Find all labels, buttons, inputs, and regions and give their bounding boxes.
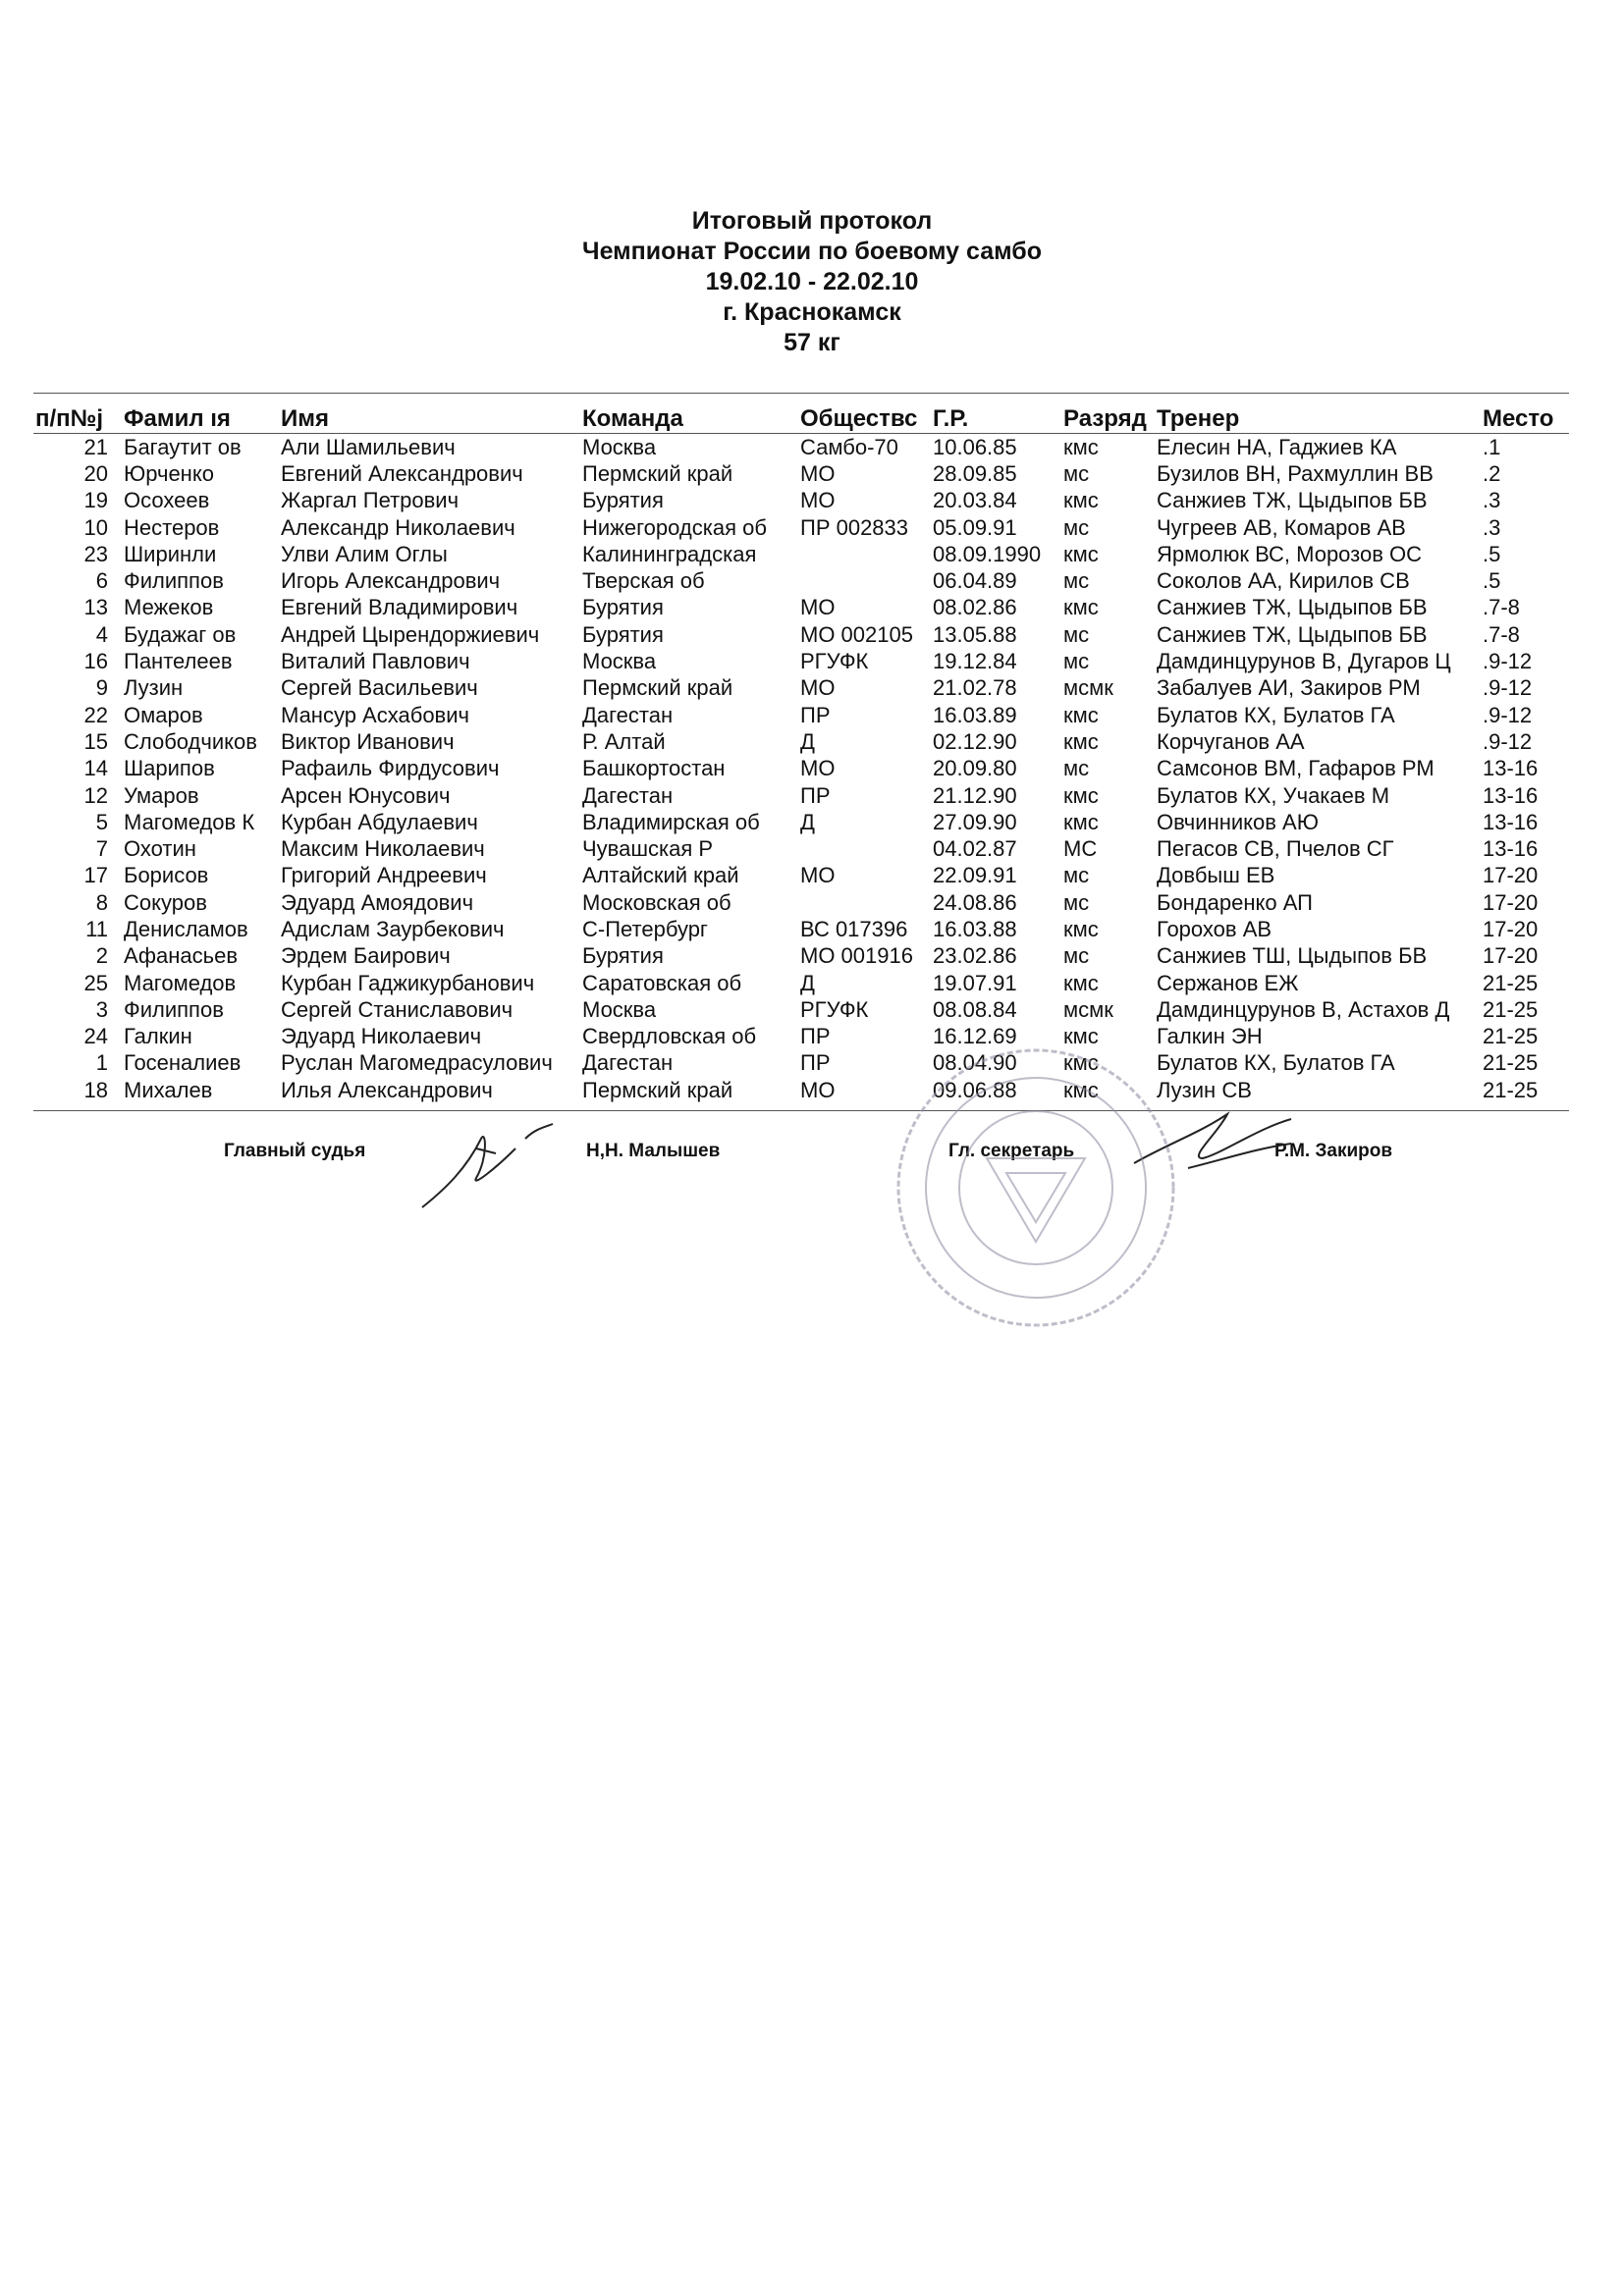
- row-name: Жаргал Петрович: [281, 488, 460, 513]
- row-name: Курбан Гаджикурбанович: [281, 970, 535, 995]
- row-coach: Санжиев ТЖ, Цыдыпов БВ: [1157, 595, 1428, 620]
- row-society: ПР 002833: [800, 514, 909, 540]
- row-place: 13-16: [1483, 782, 1539, 808]
- row-coach: Забалуев АИ, Закиров РМ: [1157, 675, 1421, 701]
- row-society: ПР: [800, 1024, 831, 1049]
- table-row: [33, 434, 1569, 461]
- row-society: Д: [800, 728, 815, 754]
- chief-secretary-label: Гл. секретарь: [948, 1141, 1075, 1161]
- row-society: Д: [800, 809, 815, 834]
- table-row: [33, 1077, 1569, 1103]
- table-row: [33, 541, 1569, 567]
- row-birth: 05.09.91: [933, 514, 1017, 540]
- row-birth: 20.03.84: [933, 488, 1017, 513]
- row-surname: Денисламов: [124, 916, 248, 941]
- row-team: Дагестан: [582, 702, 674, 727]
- row-place: 17-20: [1483, 943, 1539, 969]
- table-row: [33, 648, 1569, 674]
- table-row: [33, 782, 1569, 809]
- row-rank: мс: [1063, 649, 1090, 674]
- row-rank: кмс: [1063, 970, 1099, 995]
- row-surname: Нестеров: [124, 514, 220, 540]
- row-coach: Булатов КХ, Учакаев М: [1157, 782, 1390, 808]
- row-team: Москва: [582, 996, 657, 1022]
- judge-signature: [417, 1109, 555, 1217]
- row-society: МО: [800, 460, 836, 486]
- row-num: 2: [95, 943, 108, 969]
- row-rank: мс: [1063, 621, 1090, 647]
- row-society: МО: [800, 595, 836, 620]
- row-name: Григорий Андреевич: [281, 863, 487, 888]
- row-name: Эрдем Баирович: [281, 943, 451, 969]
- row-birth: 02.12.90: [933, 728, 1017, 754]
- row-birth: 27.09.90: [933, 809, 1017, 834]
- row-rank: мс: [1063, 863, 1090, 888]
- row-name: Улви Алим Оглы: [281, 541, 448, 566]
- row-birth: 28.09.85: [933, 460, 1017, 486]
- row-coach: Дамдинцурунов В, Дугаров Ц: [1157, 649, 1451, 674]
- row-name: Эдуард Амоядович: [281, 889, 474, 915]
- row-num: 4: [95, 621, 108, 647]
- table-row: [33, 809, 1569, 835]
- row-coach: Горохов АВ: [1157, 916, 1272, 941]
- row-society: [798, 567, 931, 594]
- row-name: Мансур Асхабович: [281, 702, 469, 727]
- table-row: [33, 460, 1569, 487]
- row-place: 21-25: [1483, 1024, 1539, 1049]
- row-society: МО 002105: [800, 621, 913, 647]
- row-name: Руслан Магомедрасулович: [281, 1050, 553, 1076]
- row-place: 13-16: [1483, 836, 1539, 862]
- row-place: .1: [1483, 434, 1501, 459]
- row-coach: Лузин СВ: [1157, 1077, 1252, 1102]
- row-num: 9: [95, 675, 108, 701]
- row-num: 11: [85, 916, 108, 941]
- row-place: .2: [1483, 460, 1501, 486]
- header-place: Место: [1481, 394, 1569, 434]
- row-rank: мс: [1063, 943, 1090, 969]
- row-num: 19: [83, 488, 108, 513]
- row-place: 21-25: [1483, 996, 1539, 1022]
- row-coach: Чугреев АВ, Комаров АВ: [1157, 514, 1406, 540]
- row-coach: Елесин НА, Гаджиев КА: [1157, 434, 1397, 459]
- row-name: Евгений Владимирович: [281, 595, 518, 620]
- row-coach: Довбыш ЕВ: [1157, 863, 1275, 888]
- title-line-3: 19.02.10 - 22.02.10: [705, 268, 919, 295]
- row-team: Владимирская об: [582, 809, 760, 834]
- row-place: 21-25: [1483, 1077, 1539, 1102]
- title-line-1: Итоговый протокол: [691, 207, 933, 235]
- row-name: Али Шамильевич: [281, 434, 456, 459]
- header-coach: Тренер: [1155, 394, 1481, 434]
- table-row: [33, 756, 1569, 782]
- row-team: Свердловская об: [582, 1024, 757, 1049]
- row-surname: Слободчиков: [124, 728, 257, 754]
- row-num: 5: [95, 809, 108, 834]
- row-surname: Будажаг ов: [124, 621, 237, 647]
- row-surname: Умаров: [124, 782, 199, 808]
- row-surname: Шарипов: [124, 756, 215, 781]
- row-team: Бурятия: [582, 621, 664, 647]
- row-surname: Магомедов К: [124, 809, 255, 834]
- protocol-title: [0, 206, 1624, 358]
- row-rank: мс: [1063, 889, 1090, 915]
- row-rank: кмс: [1063, 728, 1099, 754]
- table-row: [33, 595, 1569, 621]
- row-name: Илья Александрович: [281, 1077, 493, 1102]
- row-rank: мс: [1063, 756, 1090, 781]
- row-coach: Ярмолюк ВС, Морозов ОС: [1157, 541, 1423, 566]
- row-team: Чувашская Р: [582, 836, 714, 862]
- row-society: РГУФК: [800, 649, 869, 674]
- row-society: МО: [800, 863, 836, 888]
- row-surname: Охотин: [124, 836, 196, 862]
- row-team: Саратовская об: [582, 970, 742, 995]
- row-team: Алтайский край: [582, 863, 739, 888]
- row-name: Сергей Станиславович: [281, 996, 514, 1022]
- row-place: 17-20: [1483, 863, 1539, 888]
- results-table: [33, 394, 1569, 1103]
- table-row: [33, 675, 1569, 702]
- header-surname: Фамил ıя: [122, 394, 279, 434]
- row-place: .3: [1483, 488, 1501, 513]
- row-rank: кмс: [1063, 1050, 1099, 1076]
- row-name: Виталий Павлович: [281, 649, 470, 674]
- header-rank: Разряд: [1061, 394, 1155, 434]
- row-birth: 10.06.85: [933, 434, 1017, 459]
- header-birth: Г.Р.: [931, 394, 1061, 434]
- row-place: 17-20: [1483, 889, 1539, 915]
- row-surname: Лузин: [124, 675, 184, 701]
- row-num: 7: [95, 836, 108, 862]
- row-birth: 09.06.88: [933, 1077, 1017, 1102]
- row-society: МО: [800, 675, 836, 701]
- row-place: .9-12: [1483, 702, 1533, 727]
- row-society: МО 001916: [800, 943, 913, 969]
- row-name: Игорь Александрович: [281, 568, 501, 594]
- table-row: [33, 943, 1569, 970]
- row-society: Самбо-70: [800, 434, 898, 459]
- row-team: Башкортостан: [582, 756, 726, 781]
- table-row: [33, 863, 1569, 889]
- row-birth: 13.05.88: [933, 621, 1017, 647]
- row-coach: Галкин ЭН: [1157, 1024, 1263, 1049]
- row-num: 18: [83, 1077, 108, 1102]
- row-surname: Омаров: [124, 702, 203, 727]
- row-rank: кмс: [1063, 541, 1099, 566]
- row-society: ВС 017396: [800, 916, 908, 941]
- row-society: РГУФК: [800, 996, 869, 1022]
- row-name: Андрей Цырендоржиевич: [281, 621, 540, 647]
- row-coach: Сержанов ЕЖ: [1157, 970, 1299, 995]
- row-place: 17-20: [1483, 916, 1539, 941]
- row-place: .5: [1483, 541, 1501, 566]
- results-table-wrap: [33, 394, 1569, 1103]
- table-row: [33, 835, 1569, 862]
- row-team: Р. Алтай: [582, 728, 666, 754]
- row-birth: 16.03.89: [933, 702, 1017, 727]
- row-rank: кмс: [1063, 434, 1099, 459]
- row-coach: Булатов КХ, Булатов ГА: [1157, 702, 1395, 727]
- row-num: 6: [95, 568, 108, 594]
- row-society: [798, 835, 931, 862]
- row-rank: кмс: [1063, 1077, 1099, 1102]
- row-num: 16: [83, 649, 108, 674]
- chief-judge-name: Н,Н. Малышев: [586, 1141, 721, 1161]
- row-team: Дагестан: [582, 1050, 674, 1076]
- title-line-4: г. Краснокамск: [723, 298, 901, 326]
- row-rank: кмс: [1063, 916, 1099, 941]
- row-place: .9-12: [1483, 728, 1533, 754]
- row-society: ПР: [800, 782, 831, 808]
- table-row: [33, 702, 1569, 728]
- row-team: Нижегородская об: [582, 514, 767, 540]
- row-team: Дагестан: [582, 782, 674, 808]
- row-place: 21-25: [1483, 970, 1539, 995]
- title-line-5: 57 кг: [784, 329, 840, 356]
- table-row: [33, 728, 1569, 755]
- row-coach: Бузилов ВН, Рахмуллин ВВ: [1157, 460, 1434, 486]
- row-society: ПР: [800, 702, 831, 727]
- table-row: [33, 1024, 1569, 1050]
- row-birth: 06.04.89: [933, 568, 1017, 594]
- row-birth: 23.02.86: [933, 943, 1017, 969]
- row-coach: Булатов КХ, Булатов ГА: [1157, 1050, 1395, 1076]
- table-row: [33, 996, 1569, 1023]
- row-name: Курбан Абдулаевич: [281, 809, 478, 834]
- row-surname: Ширинли: [124, 541, 217, 566]
- row-society: МО: [800, 488, 836, 513]
- row-surname: Пантелеев: [124, 649, 233, 674]
- row-birth: 08.04.90: [933, 1050, 1017, 1076]
- row-birth: 21.02.78: [933, 675, 1017, 701]
- row-coach: Овчинников АЮ: [1157, 809, 1319, 834]
- row-society: Д: [800, 970, 815, 995]
- header-name: Имя: [279, 394, 580, 434]
- row-name: Виктор Иванович: [281, 728, 455, 754]
- row-name: Рафаиль Фирдусович: [281, 756, 500, 781]
- row-place: 13-16: [1483, 809, 1539, 834]
- organization-stamp-icon: [889, 1041, 1183, 1335]
- row-name: Александр Николаевич: [281, 514, 515, 540]
- row-surname: Филиппов: [124, 996, 224, 1022]
- row-rank: мс: [1063, 514, 1090, 540]
- row-birth: 16.03.88: [933, 916, 1017, 941]
- row-place: .9-12: [1483, 649, 1533, 674]
- row-rank: мс: [1063, 460, 1090, 486]
- row-birth: 19.07.91: [933, 970, 1017, 995]
- row-name: Эдуард Николаевич: [281, 1024, 482, 1049]
- row-coach: Дамдинцурунов В, Астахов Д: [1157, 996, 1450, 1022]
- row-num: 21: [83, 434, 108, 459]
- table-bottom-rule: [33, 1110, 1569, 1111]
- row-birth: 20.09.80: [933, 756, 1017, 781]
- row-coach: Соколов АА, Кирилов СВ: [1157, 568, 1410, 594]
- row-society: МО: [800, 1077, 836, 1102]
- row-rank: кмс: [1063, 809, 1099, 834]
- row-rank: кмс: [1063, 782, 1099, 808]
- row-num: 17: [83, 863, 108, 888]
- row-num: 23: [83, 541, 108, 566]
- title-line-2: Чемпионат России по боевому самбо: [582, 238, 1042, 265]
- row-team: Пермский край: [582, 675, 733, 701]
- row-name: Сергей Васильевич: [281, 675, 478, 701]
- row-birth: 16.12.69: [933, 1024, 1017, 1049]
- row-num: 8: [95, 889, 108, 915]
- row-birth: 04.02.87: [933, 836, 1017, 862]
- row-place: .3: [1483, 514, 1501, 540]
- table-row: [33, 1050, 1569, 1077]
- chief-judge-label: Главный судья: [224, 1141, 366, 1161]
- row-num: 1: [95, 1050, 108, 1076]
- row-team: Московская об: [582, 889, 731, 915]
- row-team: Бурятия: [582, 595, 664, 620]
- table-header-row: [33, 394, 1569, 434]
- row-place: .9-12: [1483, 675, 1533, 701]
- row-rank: кмс: [1063, 1024, 1099, 1049]
- table-row: [33, 514, 1569, 541]
- row-surname: Багаутит ов: [124, 434, 242, 459]
- row-num: 15: [83, 728, 108, 754]
- table-row: [33, 488, 1569, 514]
- row-num: 20: [83, 460, 108, 486]
- row-place: .7-8: [1483, 595, 1520, 620]
- row-rank: кмс: [1063, 595, 1099, 620]
- table-row: [33, 621, 1569, 648]
- row-team: Москва: [582, 434, 657, 459]
- chief-secretary-name: Р.М. Закиров: [1274, 1141, 1393, 1161]
- row-surname: Сокуров: [124, 889, 207, 915]
- row-team: Тверская об: [582, 568, 705, 594]
- row-birth: 19.12.84: [933, 649, 1017, 674]
- row-coach: Бондаренко АП: [1157, 889, 1313, 915]
- row-birth: 08.09.1990: [933, 541, 1042, 566]
- row-coach: Пегасов СВ, Пчелов СГ: [1157, 836, 1394, 862]
- row-coach: Санжиев ТШ, Цыдыпов БВ: [1157, 943, 1428, 969]
- row-num: 10: [83, 514, 108, 540]
- row-num: 3: [95, 996, 108, 1022]
- row-num: 13: [83, 595, 108, 620]
- row-birth: 24.08.86: [933, 889, 1017, 915]
- results-table-body: [33, 434, 1569, 1104]
- row-num: 24: [83, 1024, 108, 1049]
- row-surname: Галкин: [124, 1024, 192, 1049]
- table-row: [33, 916, 1569, 942]
- row-birth: 22.09.91: [933, 863, 1017, 888]
- row-surname: Юрченко: [124, 460, 214, 486]
- row-name: Арсен Юнусович: [281, 782, 451, 808]
- row-surname: Афанасьев: [124, 943, 239, 969]
- row-name: Максим Николаевич: [281, 836, 485, 862]
- row-coach: Санжиев ТЖ, Цыдыпов БВ: [1157, 621, 1428, 647]
- row-surname: Михалев: [124, 1077, 213, 1102]
- row-rank: мсмк: [1063, 996, 1113, 1022]
- row-name: Адислам Заурбекович: [281, 916, 505, 941]
- header-num: п/п№j: [33, 394, 122, 434]
- header-team: Команда: [580, 394, 798, 434]
- table-row: [33, 970, 1569, 996]
- row-team: Пермский край: [582, 460, 733, 486]
- row-place: .7-8: [1483, 621, 1520, 647]
- row-rank: мс: [1063, 568, 1090, 594]
- row-team: Калининградская: [582, 541, 757, 566]
- row-society: ПР: [800, 1050, 831, 1076]
- row-num: 14: [83, 756, 108, 781]
- row-num: 22: [83, 702, 108, 727]
- row-surname: Магомедов: [124, 970, 237, 995]
- row-society: МО: [800, 756, 836, 781]
- row-rank: кмс: [1063, 488, 1099, 513]
- row-coach: Корчуганов АА: [1157, 728, 1305, 754]
- row-coach: Самсонов ВМ, Гафаров РМ: [1157, 756, 1435, 781]
- table-row: [33, 889, 1569, 916]
- row-birth: 08.08.84: [933, 996, 1017, 1022]
- row-place: 21-25: [1483, 1050, 1539, 1076]
- row-place: 13-16: [1483, 756, 1539, 781]
- row-society: [798, 889, 931, 916]
- row-surname: Госеналиев: [124, 1050, 242, 1076]
- row-coach: Санжиев ТЖ, Цыдыпов БВ: [1157, 488, 1428, 513]
- row-surname: Осохеев: [124, 488, 210, 513]
- row-rank: кмс: [1063, 702, 1099, 727]
- row-team: Пермский край: [582, 1077, 733, 1102]
- row-team: Бурятия: [582, 488, 664, 513]
- row-society: [798, 541, 931, 567]
- row-num: 25: [83, 970, 108, 995]
- row-birth: 08.02.86: [933, 595, 1017, 620]
- table-row: [33, 567, 1569, 594]
- header-society: Обществс: [798, 394, 931, 434]
- row-team: С-Петербург: [582, 916, 708, 941]
- row-rank: мсмк: [1063, 675, 1113, 701]
- row-team: Бурятия: [582, 943, 664, 969]
- row-birth: 21.12.90: [933, 782, 1017, 808]
- row-team: Москва: [582, 649, 657, 674]
- row-name: Евгений Александрович: [281, 460, 523, 486]
- row-num: 12: [83, 782, 108, 808]
- row-rank: МС: [1063, 836, 1098, 862]
- row-surname: Борисов: [124, 863, 209, 888]
- row-surname: Филиппов: [124, 568, 224, 594]
- row-surname: Межеков: [124, 595, 214, 620]
- row-place: .5: [1483, 568, 1501, 594]
